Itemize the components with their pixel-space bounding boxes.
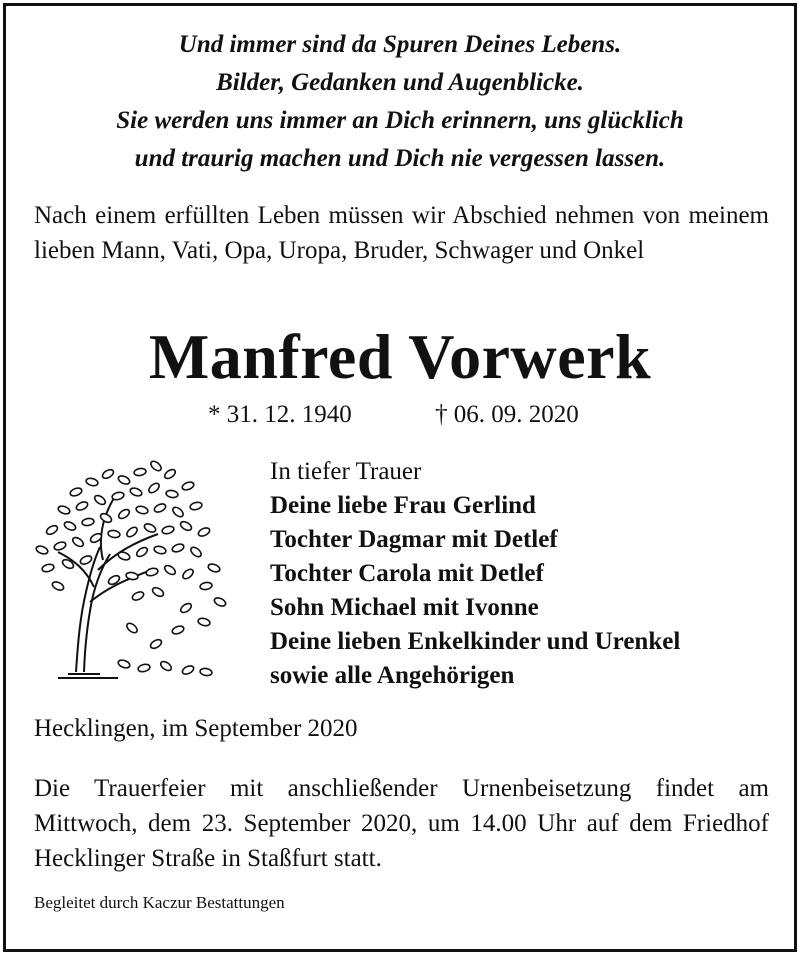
- mourner-line: sowie alle Angehörigen: [270, 662, 515, 689]
- birth-date: * 31. 12. 1940: [208, 401, 352, 428]
- mourner-line: Deine liebe Frau Gerlind: [270, 492, 536, 519]
- mourner-line: Tochter Carola mit Detlef: [270, 560, 544, 587]
- mourning-intro: In tiefer Trauer: [270, 458, 422, 485]
- ceremony-text: Die Trauerfeier mit anschließender Urnenbeisetzung findet am Mittwoch, dem 23. September 2020, um 14.00 Uhr auf dem Friedhof Hecklinger Straße in Staßfurt statt.: [34, 775, 769, 872]
- poem: [30, 26, 770, 178]
- mourner-line: Deine lieben Enkelkinder und Urenkel: [270, 628, 681, 655]
- mourners-block: [270, 455, 680, 693]
- place-date: Hecklingen, im September 2020: [34, 715, 358, 742]
- poem-line: Bilder, Gedanken und Augenblicke.: [216, 69, 584, 96]
- intro-text: Nach einem erfüllten Leben müssen wir Abschied nehmen von meinem lieben Mann, Vati, Opa, Uropa, Bruder, Schwager und Onkel: [34, 202, 769, 264]
- poem-line: Sie werden uns immer an Dich erinnern, uns glücklich: [116, 107, 684, 134]
- death-date: † 06. 09. 2020: [435, 401, 579, 428]
- poem-line: und traurig machen und Dich nie vergessen lassen.: [134, 145, 666, 172]
- poem-line: Und immer sind da Spuren Deines Lebens.: [178, 31, 622, 58]
- funeral-home-footer: Begleitet durch Kaczur Bestattungen: [34, 893, 285, 912]
- windblown-tree-icon: [28, 452, 238, 687]
- mourner-line: Sohn Michael mit Ivonne: [270, 594, 539, 621]
- mourner-line: Tochter Dagmar mit Detlef: [270, 526, 558, 553]
- deceased-name: Manfred Vorwerk: [148, 321, 652, 392]
